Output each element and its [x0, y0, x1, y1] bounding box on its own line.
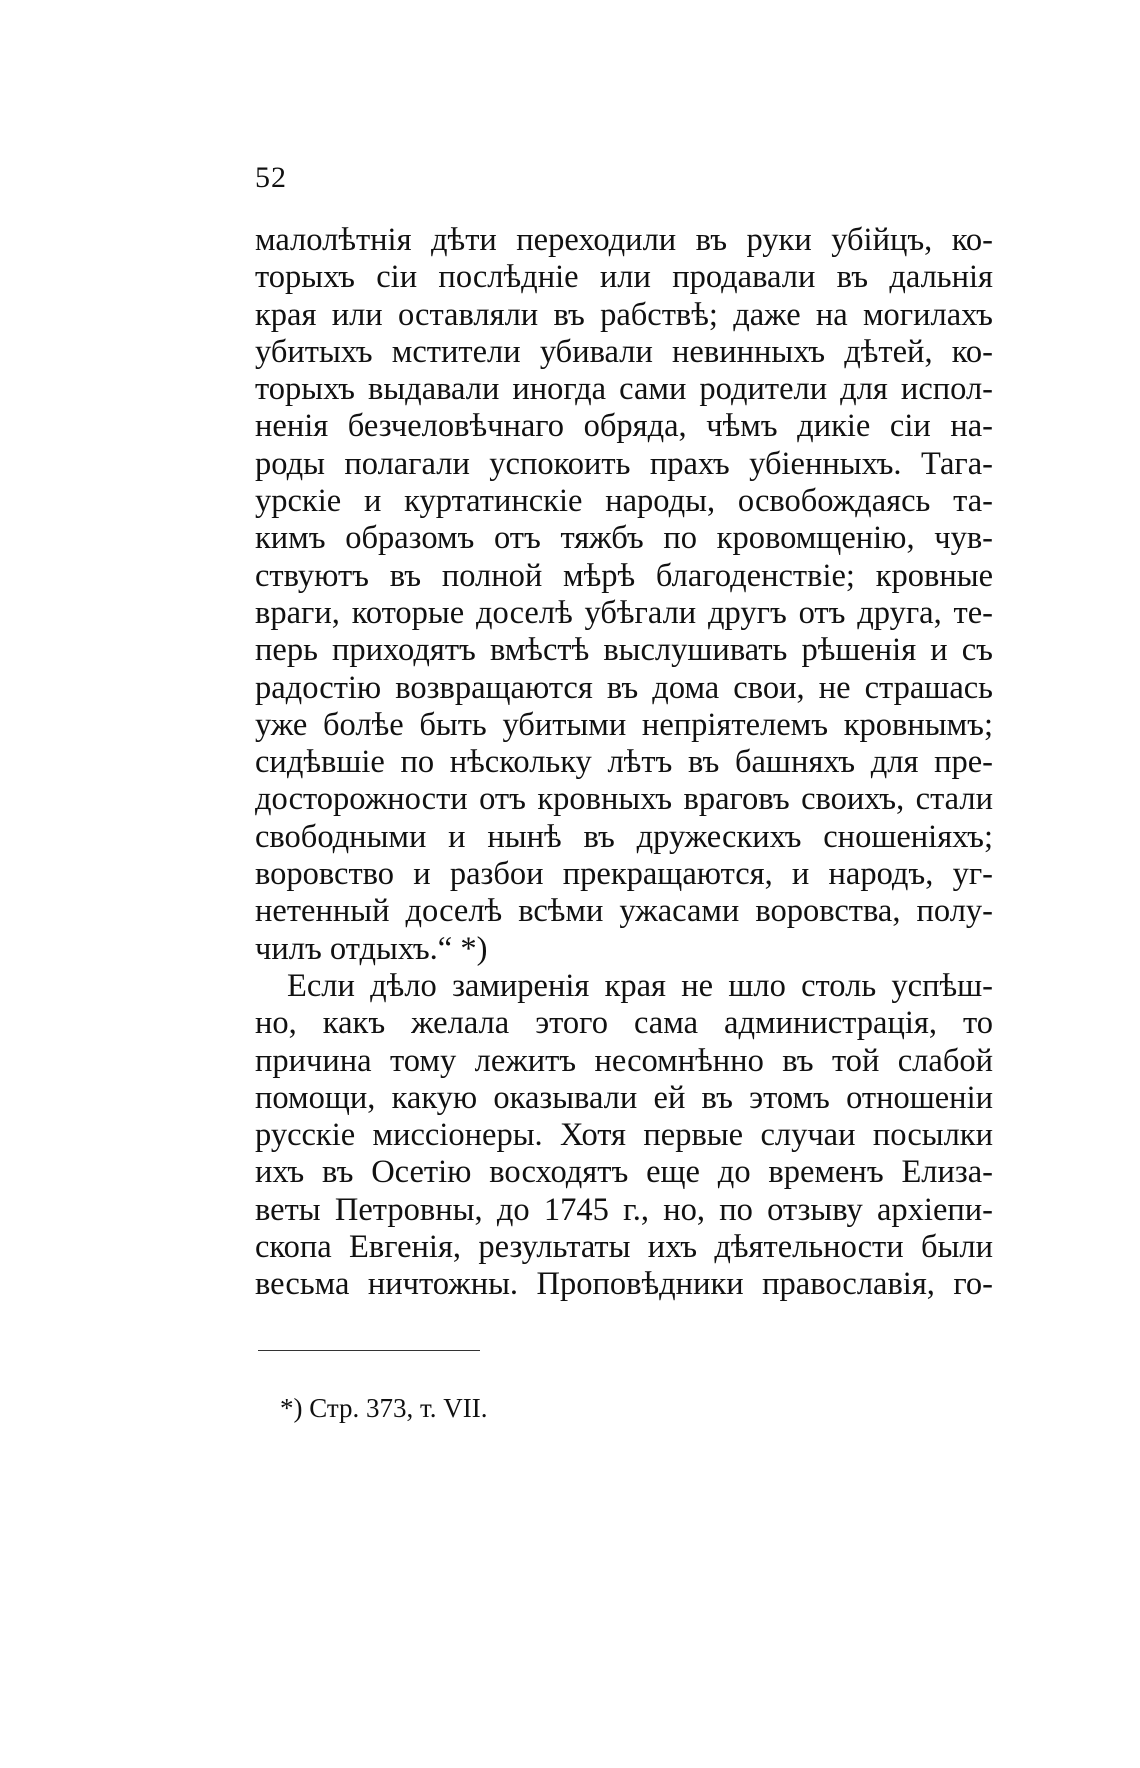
- text-line: помощи, какую оказывали ей въ этомъ отношеніи: [255, 1079, 993, 1116]
- text-line: торыхъ выдавали иногда сами родители для испол-: [255, 371, 993, 408]
- text-line: уже болѣе быть убитыми непріятелемъ кровнымъ;: [255, 706, 993, 743]
- text-line: скопа Евгенія, результаты ихъ дѣятельности были: [255, 1229, 993, 1266]
- paragraph-start-line: Если дѣло замиренія края не шло столь успѣш-: [287, 967, 993, 1004]
- text-line: досторожности отъ кровныхъ враговъ своихъ, стали: [255, 781, 993, 818]
- text-line: весьма ничтожны. Проповѣдники православія, го-: [255, 1266, 993, 1303]
- text-line: враги, которые доселѣ убѣгали другъ отъ друга, те-: [255, 594, 993, 631]
- text-line: веты Петровны, до 1745 г., но, по отзыву архіепи-: [255, 1191, 993, 1228]
- text-line: ствуютъ въ полной мѣрѣ благоденствіе; кровные: [255, 557, 993, 594]
- text-line: края или оставляли въ рабствѣ; даже на могилахъ: [255, 296, 993, 333]
- body-text: [255, 222, 993, 1304]
- text-line: свободными и нынѣ въ дружескихъ сношеніяхъ;: [255, 818, 993, 855]
- text-line: ихъ въ Осетію восходятъ еще до временъ Елиза-: [255, 1154, 993, 1191]
- text-line: радостію возвращаются въ дома свои, не страшась: [255, 669, 993, 706]
- text-line: кимъ образомъ отъ тяжбъ по кровомщенію, чув-: [255, 520, 993, 557]
- text-line: нетенный доселѣ всѣми ужасами воровства, полу-: [255, 893, 993, 930]
- text-line: торыхъ сіи послѣдніе или продавали въ дальнія: [255, 259, 993, 296]
- text-line: убитыхъ мстители убивали невинныхъ дѣтей, ко-: [255, 333, 993, 370]
- text-line: но, какъ желала этого сама администрація, то: [255, 1005, 993, 1042]
- text-line: перь приходятъ вмѣстѣ выслушивать рѣшенія и съ: [255, 632, 993, 669]
- text-line: урскіе и куртатинскіе народы, освобождаясь та-: [255, 483, 993, 520]
- text-line: сидѣвшіе по нѣскольку лѣтъ въ башняхъ для пре-: [255, 744, 993, 781]
- text-line: воровство и разбои прекращаются, и народъ, уг-: [255, 856, 993, 893]
- footnote-divider: [258, 1350, 480, 1351]
- text-line: причина тому лежитъ несомнѣнно въ той слабой: [255, 1042, 993, 1079]
- text-line: малолѣтнія дѣти переходили въ руки убійцъ, ко-: [255, 222, 993, 258]
- text-line: русскіе миссіонеры. Хотя первые случаи посылки: [255, 1117, 993, 1154]
- text-line: ненія безчеловѣчнаго обряда, чѣмъ дикіе сіи на-: [255, 408, 993, 445]
- text-line: роды полагали успокоить прахъ убіенныхъ. Тага-: [255, 445, 993, 482]
- paragraph-end-line: чилъ отдыхъ.“ *): [255, 930, 488, 967]
- page-number: 52: [255, 161, 287, 194]
- footnote: *) Стр. 373, т. VII.: [280, 1393, 488, 1423]
